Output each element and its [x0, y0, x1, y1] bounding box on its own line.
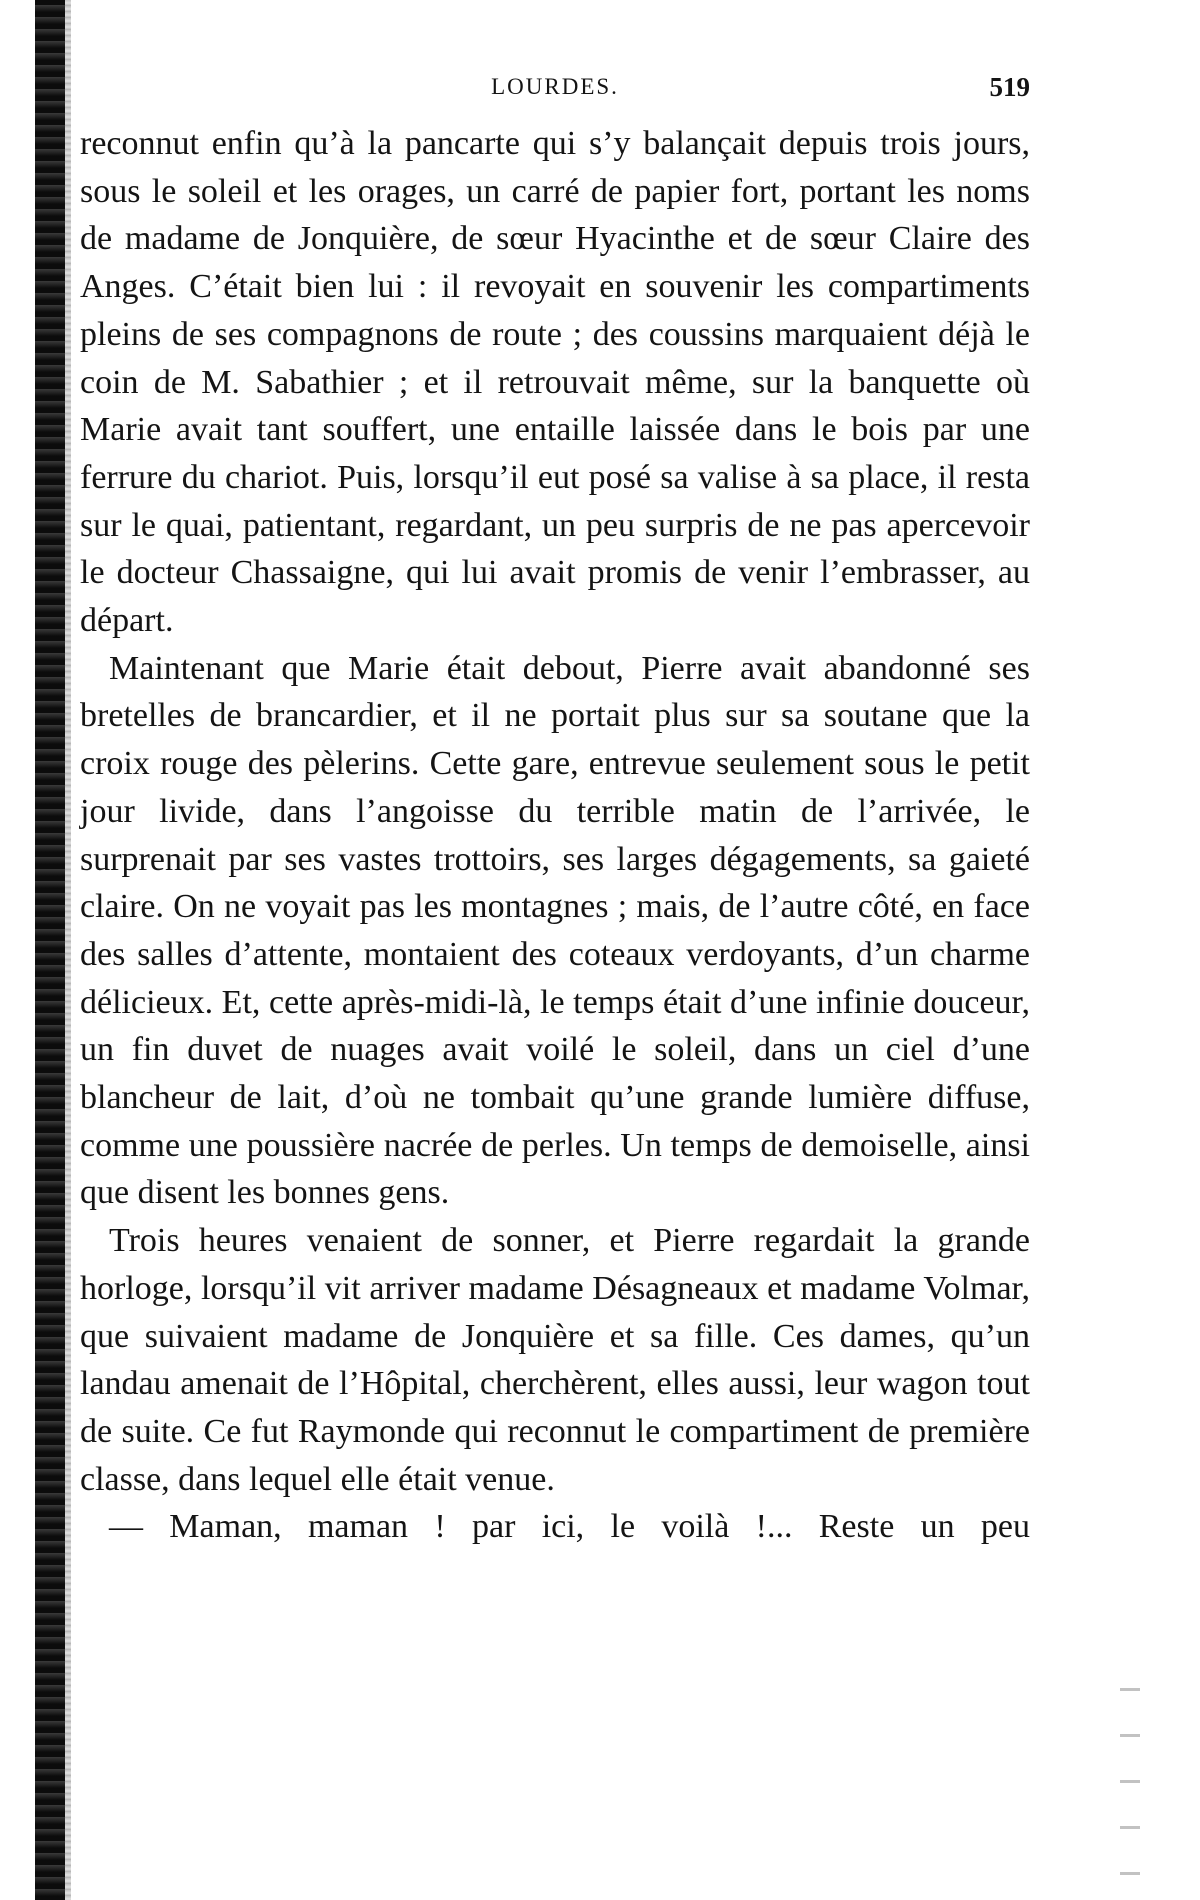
running-head: LOURDES.	[491, 74, 619, 99]
page-number: 519	[989, 72, 1030, 102]
book-spine-shadow	[35, 0, 65, 1900]
page-header	[80, 72, 1030, 102]
paragraph-2: Maintenant que Marie était debout, Pierre avait abandonné ses bretelles de brancardier, et il ne portait plus sur sa soutane que la croix rouge des pèlerins. Cette gare, entrevue seulement sous le petit jour livide, dans l’angoisse du terrible matin de l’arrivée, le surprenait par ses vastes trottoirs, ses larges dégagements, sa gaieté claire. On ne voyait pas les montagnes ; mais, de l’autre côté, en face des salles d’attente, montaient des coteaux verdoyants, d’un charme délicieux. Et, cette après-midi-là, le temps était d’une infinie douceur, un fin duvet de nuages avait voilé le soleil, dans un ciel d’une blancheur de lait, d’où ne tombait qu’une grande lumière diffuse, comme une poussière nacrée de perles. Un temps de demoiselle, ainsi que disent les bonnes gens.	[80, 649, 1030, 1212]
paragraph-4: — Maman, maman ! par ici, le voilà !... Reste un peu	[109, 1508, 1030, 1546]
paragraph-3: Trois heures venaient de sonner, et Pierre regardait la grande horloge, lorsqu’il vit arriver madame Désagneaux et madame Volmar, que suivaient madame de Jonquière et sa fille. Ces dames, qu’un landau amenait de l’Hôpital, cherchèrent, elles aussi, leur wagon tout de suite. Ce fut Raymonde qui reconnut le compartiment de première classe, dans lequel elle était venue.	[80, 1222, 1030, 1498]
page-body	[80, 120, 1030, 1551]
scan-margin-marks	[1120, 1660, 1140, 1900]
paragraph-1: reconnut enfin qu’à la pancarte qui s’y balançait depuis trois jours, sous le soleil et les orages, un carré de papier fort, portant les noms de madame de Jonquière, de sœur Hyacinthe et de sœur Claire des Anges. C’était bien lui : il revoyait en souvenir les compartiments pleins de ses compagnons de route ; des coussins marquaient déjà le coin de M. Sabathier ; et il retrouvait même, sur la banquette où Marie avait tant souffert, une entaille laissée dans le bois par une ferrure du chariot. Puis, lorsqu’il eut posé sa valise à sa place, il resta sur le quai, patientant, regardant, un peu surpris de ne pas apercevoir le docteur Chassaigne, qui lui avait promis de venir l’embrasser, au départ.	[80, 125, 1030, 640]
